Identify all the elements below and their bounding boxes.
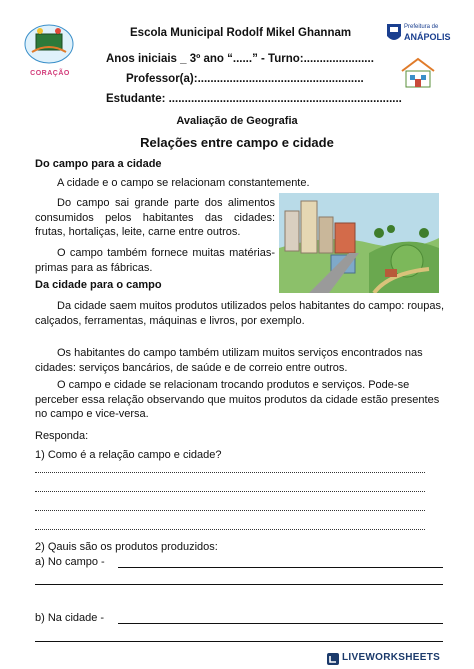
answer-line-1[interactable] xyxy=(35,472,425,473)
answer-line-3[interactable] xyxy=(35,510,425,511)
main-title: Relações entre campo e cidade xyxy=(140,135,334,150)
school-logo-text: CORAÇÃO xyxy=(30,70,70,77)
city-countryside-illustration xyxy=(279,193,439,293)
liveworksheets-text: LIVEWORKSHEETS xyxy=(342,652,441,663)
school-name: Escola Municipal Rodolf Mikel Ghannam xyxy=(130,27,352,39)
section2-p2: Os habitantes do campo também utilizam muitos serviços encontrados nas cidades: serviços bancários, de saúde e de correio entre outros. xyxy=(35,347,423,374)
school-logo xyxy=(20,22,78,76)
answer-2a-line-1[interactable] xyxy=(118,567,443,568)
question-2a: a) No campo - xyxy=(35,556,105,568)
grade-line: Anos iniciais _ 3º ano “......” - Turno:...................... xyxy=(106,53,374,65)
city-logo-small: Prefeitura de xyxy=(404,24,439,30)
answer-2b-line-1[interactable] xyxy=(118,623,443,624)
question-1: 1) Como é a relação campo e cidade? xyxy=(35,449,222,461)
answer-line-4[interactable] xyxy=(35,529,425,530)
question-2: 2) Qauis são os produtos produzidos: xyxy=(35,541,218,553)
section2-heading: Da cidade para o campo xyxy=(35,279,162,291)
answer-2a-line-2[interactable] xyxy=(35,584,443,585)
section1-heading: Do campo para a cidade xyxy=(35,158,162,170)
answer-2b-line-2[interactable] xyxy=(35,641,443,642)
section1-p2: Do campo sai grande parte dos alimentos consumidos pelos habitantes das cidades: frutas, hortaliças, leite, carne entre outros. xyxy=(35,197,275,238)
section2-p3: O campo e cidade se relacionam trocando produtos e serviços. Pode-se perceber essa relação observando que muitos produtos da cidade estão presentes no campo e vice-versa. xyxy=(35,379,440,420)
respond-label: Responda: xyxy=(35,430,89,442)
student-line: Estudante: ......................................................................... xyxy=(106,93,402,105)
liveworksheets-icon xyxy=(327,653,339,665)
city-logo-name: ANÁPOLIS xyxy=(404,32,451,42)
section1-p3: O campo também fornece muitas matérias-primas para as fábricas. xyxy=(35,247,275,274)
assessment-title: Avaliação de Geografia xyxy=(176,115,298,127)
school-building-icon xyxy=(398,55,438,93)
section1-p1: A cidade e o campo se relacionam constantemente. xyxy=(57,177,310,189)
teacher-line: Professor(a):.................................................... xyxy=(126,73,364,85)
section2-p1: Da cidade saem muitos produtos utilizados pelos habitantes do campo: roupas, calçados, ferramentas, máquinas e livros, por exemplo. xyxy=(35,300,445,327)
answer-line-2[interactable] xyxy=(35,491,425,492)
liveworksheets-logo[interactable] xyxy=(327,651,472,667)
question-2b: b) Na cidade - xyxy=(35,612,105,624)
city-logo xyxy=(386,22,451,50)
